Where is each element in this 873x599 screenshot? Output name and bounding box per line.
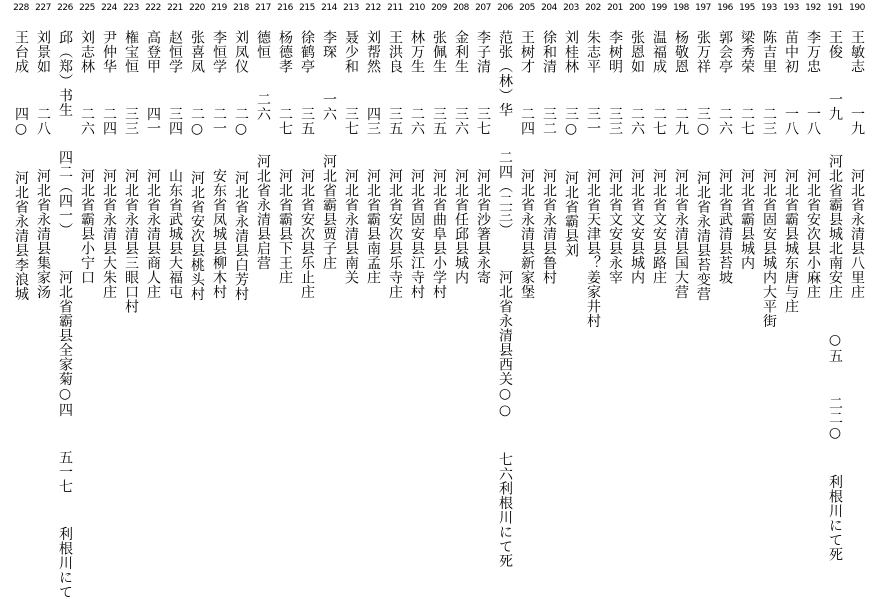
entry-number: 214 xyxy=(321,3,337,13)
entry-number: 223 xyxy=(123,3,139,13)
entry-number: 221 xyxy=(167,3,183,13)
register-entry-column xyxy=(406,0,428,537)
entry-number: 208 xyxy=(453,3,469,13)
entry-number: 226 xyxy=(57,3,73,13)
register-entry-column xyxy=(714,0,736,537)
entry-text: 権宝恒 三三 河北省永清县三眼口村 xyxy=(123,30,139,314)
register-entry-column xyxy=(54,0,76,599)
register-entry-column xyxy=(494,0,516,568)
entry-text: 张万祥 三○ 河北省永清县苔变营 xyxy=(695,30,711,301)
register-entry-column xyxy=(516,0,538,537)
entry-text: 范张（林）华 二四（二三） 河北省永清县西关○○ 七六利根川にて死 xyxy=(497,30,513,568)
entry-number: 193 xyxy=(761,3,777,13)
entry-text: 刘凤仪 二○ 河北省永清县白芳村 xyxy=(233,30,249,301)
entry-number: 195 xyxy=(739,3,755,13)
register-entry-column xyxy=(692,0,714,537)
register-entry-column xyxy=(230,0,252,537)
entry-number: 204 xyxy=(541,3,557,13)
register-entry-column xyxy=(758,0,780,537)
entry-number: 206 xyxy=(497,3,513,13)
register-entry-column xyxy=(76,0,98,537)
entry-number: 201 xyxy=(607,3,623,13)
register-entry-column xyxy=(10,0,32,537)
register-entry-column xyxy=(472,0,494,537)
register-entry-column xyxy=(142,0,164,537)
register-entry-column xyxy=(780,0,802,537)
register-entry-column xyxy=(384,0,406,537)
entry-text: 金利生 三六 河北省任邱县城内 xyxy=(453,30,469,285)
entry-text: 王俊 一九 河北省霸县城北南安庄 ○五 二二○ 利根川にて死 xyxy=(827,30,843,562)
register-entry-column xyxy=(186,0,208,537)
entry-text: 尹仲华 二四 河北省永清县大朱庄 xyxy=(101,30,117,299)
entry-text: 聂少和 三七 河北省永清县南关 xyxy=(343,30,359,285)
register-entry-column xyxy=(648,0,670,537)
register-entry-column xyxy=(120,0,142,537)
entry-number: 207 xyxy=(475,3,491,13)
entry-number: 191 xyxy=(827,3,843,13)
register-entry-column xyxy=(340,0,362,537)
entry-text: 刘桂林 三○ 河北省霸县刘 xyxy=(563,30,579,258)
register-entry-column xyxy=(428,0,450,537)
entry-text: 林万生 二六 河北省固安县江寺村 xyxy=(409,30,425,299)
entry-number: 228 xyxy=(13,3,29,13)
register-entry-column xyxy=(736,0,758,537)
entry-text: 刘志林 二六 河北省霸县小宁口 xyxy=(79,30,95,285)
entry-text: 王台成 四○ 河北省永清县李浪城 xyxy=(13,30,29,301)
entry-text: 郭会亭 二六 河北省武清县苔坡 xyxy=(717,30,733,285)
entry-number: 217 xyxy=(255,3,271,13)
entry-number: 209 xyxy=(431,3,447,13)
entry-text: 李恒学 二一 安东省凤城县柳木村 xyxy=(211,30,227,299)
entry-text: 李琛 一六 河北省霸县贾子庄 xyxy=(321,30,337,270)
entry-number: 222 xyxy=(145,3,161,13)
entry-number: 218 xyxy=(233,3,249,13)
register-entry-column xyxy=(824,0,846,562)
entry-number: 190 xyxy=(849,3,865,13)
entry-text: 德恒 二六 河北省永清县启营 xyxy=(255,30,271,270)
entry-number: 219 xyxy=(211,3,227,13)
register-entry-column xyxy=(252,0,274,537)
entry-text: 陈吉里 二三 河北省固安县城内大平街 xyxy=(761,30,777,328)
register-entry-column xyxy=(802,0,824,537)
entry-text: 张喜凤 二○ 河北省安次县桃头村 xyxy=(189,30,205,301)
entry-text: 邱（郑）书生 四二（四一） 河北省霸县全家菊○四 五一七 利根川にて xyxy=(57,30,73,599)
entry-number: 193 xyxy=(783,3,799,13)
entry-text: 张佩生 三五 河北省曲阜县小学村 xyxy=(431,30,447,299)
register-entry-column xyxy=(626,0,648,537)
entry-number: 227 xyxy=(35,3,51,13)
entry-number: 203 xyxy=(563,3,579,13)
entry-number: 196 xyxy=(717,3,733,13)
entry-text: 苗中初 一八 河北省霸县城东唐与庄 xyxy=(783,30,799,314)
register-entry-column xyxy=(362,0,384,537)
entry-text: 徐鹤亭 三五 河北省安次县乐止庄 xyxy=(299,30,315,299)
entry-text: 杨德孝 二七 河北省霸县下王庄 xyxy=(277,30,293,285)
entry-text: 李万忠 一八 河北省安次县小麻庄 xyxy=(805,30,821,299)
entry-text: 梁秀荣 二七 河北省霸县城内 xyxy=(739,30,755,270)
entry-number: 225 xyxy=(79,3,95,13)
entry-number: 210 xyxy=(409,3,425,13)
register-entry-column xyxy=(670,0,692,537)
entry-text: 王洪良 三五 河北省安次县乐寺庄 xyxy=(387,30,403,299)
entry-number: 211 xyxy=(387,3,403,13)
register-entry-column xyxy=(208,0,230,537)
entry-number: 198 xyxy=(673,3,689,13)
entry-number: 199 xyxy=(651,3,667,13)
register-entry-column xyxy=(164,0,186,537)
entry-number: 202 xyxy=(585,3,601,13)
entry-text: 朱志平 三一 河北省天津县？姜家井村 xyxy=(585,30,601,328)
entry-text: 赵恒学 三四 山东省武城县大福屯 xyxy=(167,30,183,299)
register-entry-column xyxy=(296,0,318,537)
register-entry-column xyxy=(32,0,54,537)
entry-text: 王树才 二四 河北省永清县新家堡 xyxy=(519,30,535,299)
entry-text: 李树明 三三 河北省文安县永宰 xyxy=(607,30,623,285)
entry-text: 杨敬恩 二九 河北省永清县国大营 xyxy=(673,30,689,299)
entry-number: 205 xyxy=(519,3,535,13)
entry-text: 刘景如 二八 河北省永清县集家汤 xyxy=(35,30,51,299)
register-entry-column xyxy=(560,0,582,537)
entry-number: 220 xyxy=(189,3,205,13)
entry-text: 高登甲 四一 河北省永清县商人庄 xyxy=(145,30,161,299)
register-entry-column xyxy=(98,0,120,537)
entry-number: 216 xyxy=(277,3,293,13)
entry-number: 200 xyxy=(629,3,645,13)
entry-number: 212 xyxy=(365,3,381,13)
entry-text: 王敏志 一九 河北省永清县八里庄 xyxy=(849,30,865,299)
register-entry-column xyxy=(604,0,626,537)
register-entry-column xyxy=(318,0,340,537)
register-entry-column xyxy=(538,0,560,537)
entry-text: 徐和清 三二 河北省永清县鲁村 xyxy=(541,30,557,285)
entry-text: 刘帮然 四三 河北省霸县南孟庄 xyxy=(365,30,381,285)
entry-number: 213 xyxy=(343,3,359,13)
register-entry-column xyxy=(846,0,868,537)
entry-text: 李子清 三七 河北省沙箸县永寄 xyxy=(475,30,491,285)
entry-number: 192 xyxy=(805,3,821,13)
register-entry-column xyxy=(582,0,604,537)
entry-number: 197 xyxy=(695,3,711,13)
entry-text: 张恩如 二六 河北省文安县城内 xyxy=(629,30,645,285)
entry-text: 温福成 二七 河北省文安县路庄 xyxy=(651,30,667,285)
entry-number: 224 xyxy=(101,3,117,13)
register-entry-column xyxy=(450,0,472,537)
entry-number: 215 xyxy=(299,3,315,13)
register-entry-column xyxy=(274,0,296,537)
